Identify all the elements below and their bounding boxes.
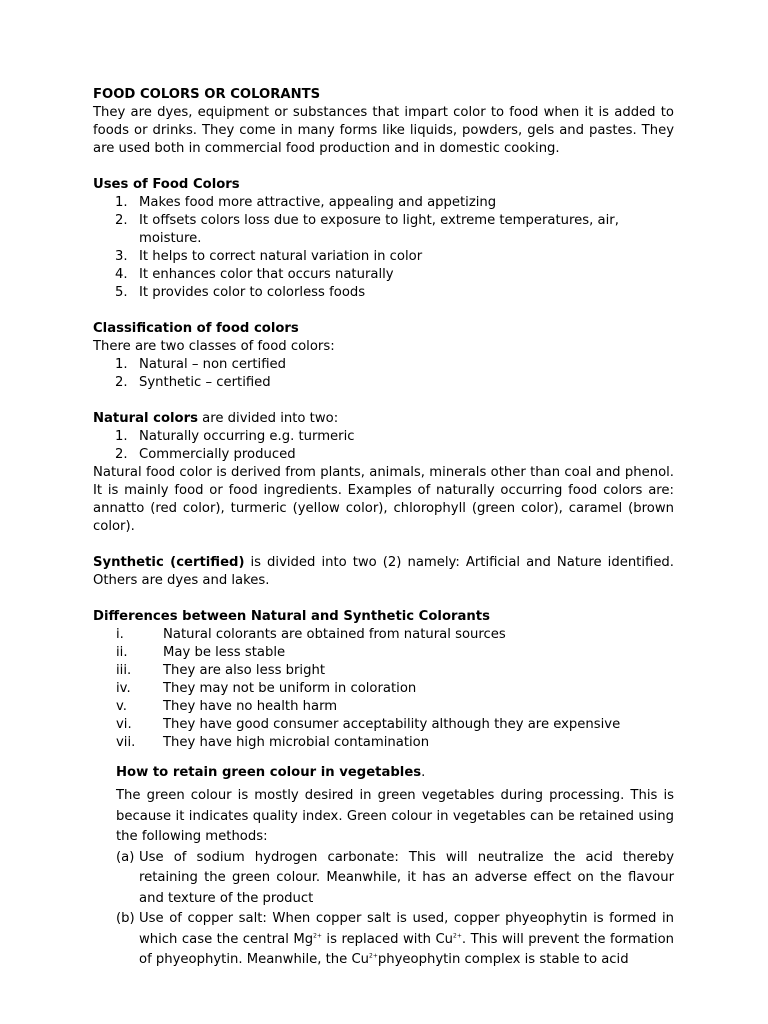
green-colour-section — [116, 764, 674, 971]
differences-heading: Differences between Natural and Synthetic Colorants — [93, 609, 490, 624]
list-item: iii. They are also less bright — [116, 663, 325, 678]
list-item: ii. May be less stable — [116, 645, 286, 660]
list-item: 3. It helps to correct natural variation in color — [115, 249, 423, 264]
synthetic-paragraph: Synthetic (certified) is divided into two (2) namely: Artificial and Nature identified. Others are dyes and lakes. — [93, 555, 674, 588]
list-item: 2. Synthetic – certified — [115, 375, 271, 390]
classification-text: There are two classes of food colors: — [93, 339, 335, 354]
natural-paragraph: Natural food color is derived from plants, animals, minerals other than coal and phenol. It is mainly food or food ingredients. Examples of naturally occurring food colors are: annatto (red color), turmeric (yellow color), chlorophyll (green color), caramel (brown color). — [93, 465, 674, 534]
green-heading-line: How to retain green colour in vegetables. — [116, 765, 426, 780]
natural-heading: Natural colors — [93, 411, 198, 426]
classification-heading: Classification of food colors — [93, 321, 299, 336]
green-methods-list — [116, 848, 674, 971]
list-item: 5. It provides color to colorless foods — [115, 285, 366, 300]
green-heading: How to retain green colour in vegetables — [116, 765, 422, 780]
list-item: (b) Use of copper salt: When copper salt is used, copper phyeophytin is formed in which case the central $Mg^{2+}$ is replaced with $Cu^{2+}$. This will prevent the formation of phyeophytin. Meanwhile, the $Cu^{2+}phyeophytin$ complex is stable to acid — [116, 911, 675, 967]
intro-paragraph: They are dyes, equipment or substances that impart color to food when it is added to foods or drinks. They come in many forms like liquids, powders, gels and pastes. They are used both in commercial food production and in domestic cooking. — [93, 105, 674, 156]
list-item: v. They have no health harm — [116, 699, 338, 714]
list-item: 1. Naturally occurring e.g. turmeric — [115, 429, 355, 444]
synthetic-heading: Synthetic (certified) — [93, 555, 245, 570]
document-page — [93, 86, 674, 971]
classification-list — [93, 356, 674, 392]
list-item: 1. Makes food more attractive, appealing and appetizing — [115, 195, 497, 210]
list-item: 2. It offsets colors loss due to exposure to light, extreme temperatures, air, moisture. — [115, 213, 619, 246]
list-item: iv. They may not be uniform in coloration — [116, 681, 417, 696]
list-item: 2. Commercially produced — [115, 447, 296, 462]
differences-list — [93, 626, 674, 752]
list-item: (a) Use of sodium hydrogen carbonate: This will neutralize the acid thereby retaining the green colour. Meanwhile, it has an adverse effect on the flavour and texture of the product — [116, 849, 674, 906]
uses-heading: Uses of Food Colors — [93, 177, 240, 192]
list-item: vii. They have high microbial contamination — [116, 735, 430, 750]
list-item: vi. They have good consumer acceptability although they are expensive — [116, 717, 621, 732]
natural-list — [93, 428, 674, 464]
natural-intro: Natural colors are divided into two: — [93, 411, 339, 426]
green-paragraph: The green colour is mostly desired in green vegetables during processing. This is because it indicates quality index. Green colour in vegetables can be retained using the following methods: — [116, 788, 674, 844]
list-item: i. Natural colorants are obtained from natural sources — [116, 627, 506, 642]
document-title: FOOD COLORS OR COLORANTS — [93, 87, 321, 102]
list-item: 4. It enhances color that occurs naturally — [115, 267, 394, 282]
list-item: 1. Natural – non certified — [115, 357, 287, 372]
uses-list — [93, 194, 674, 302]
